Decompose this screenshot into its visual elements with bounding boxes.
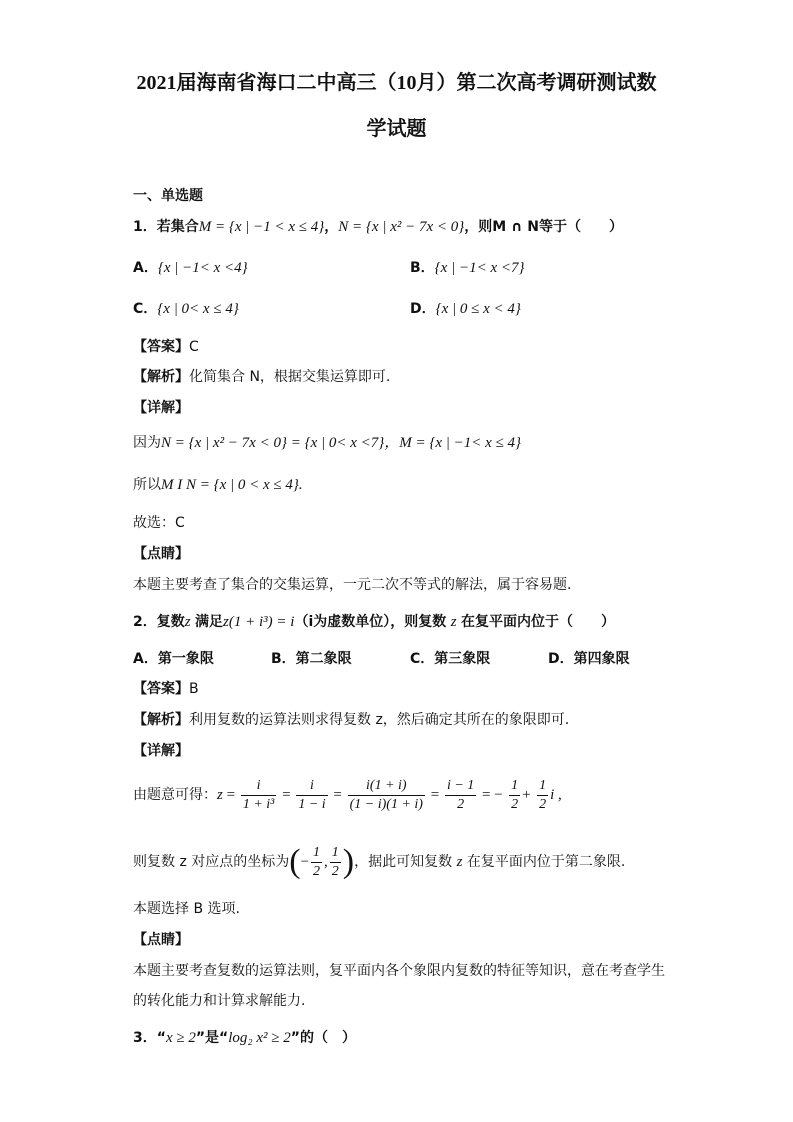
q3-stem-prefix: 3．“ [133,1030,166,1046]
q2-stem-mid2: （i为虚数单位），则复数 [294,614,447,630]
q1-detail-1 [133,433,521,453]
q2-coord-prefix: 则复数 z 对应点的坐标为 [133,854,290,870]
q2-detail-tag: 【详解】 [133,743,189,759]
q2-coord-x: $\frac{1}{2}$ [313,844,321,879]
q2-fraction-5: $\frac{1}{2}$ [511,777,519,812]
q1-set-n: N = {x | x² − 7x < 0} [338,219,465,235]
q1-stem-suffix: ，则M ∩ N等于（ ） [464,219,624,235]
q2-answer [133,679,199,699]
q2-fraction-6: $\frac{1}{2}$ [539,777,547,812]
q1-analysis-tag: 【解析】 [133,369,189,385]
q1-detail-2-prefix: 所以 [133,477,161,493]
q2-equation: z(1 + i³) = i [223,614,295,630]
q1-answer [133,337,199,357]
q2-comment-2: 的转化能力和计算求解能力. [133,993,306,1009]
q3-stem-suffix: ”的（ ） [290,1030,356,1046]
q1-stem-prefix: 1．若集合 [133,219,199,235]
q2-analysis-text: 利用复数的运算法则求得复数 z，然后确定其所在的象限即可. [189,712,570,728]
q2-option-a: A．第一象限 [133,651,214,667]
doc-title-line2: 学试题 [366,118,427,140]
q2-comment-1: 本题主要考查复数的运算法则，复平面内各个象限内复数的特征等知识，意在考查学生 [133,963,665,979]
q2-coord-y: $\frac{1}{2}$ [331,844,339,879]
q1-comment-tag: 【点睛】 [133,546,189,562]
q3-stem-mid: ”是“ [195,1030,229,1046]
q2-stem [133,612,615,632]
q1-answer-tag: 【答案】 [133,339,189,355]
q1-stem [133,217,623,237]
q1-option-d-text: {x | 0 ≤ x < 4} [435,301,521,317]
q2-z-symbol-2: z [450,614,457,630]
q1-detail-tag: 【详解】 [133,400,189,416]
q2-coord-suffix: ，据此可知复数 [354,854,453,870]
q2-stem-prefix: 2．复数 [133,614,185,630]
q2-option-c: C．第三象限 [410,651,491,667]
q2-option-d: D．第四象限 [548,651,630,667]
q1-detail-1-prefix: 因为 [133,435,161,451]
q1-option-a-text: {x | −1< x <4} [157,260,248,276]
q2-fraction-2: $\frac{i}{1 - i}$ [298,777,326,812]
q1-comment: 本题主要考查了集合的交集运算，一元二次不等式的解法，属于容易题. [133,577,572,593]
q1-option-b-label: B． [410,260,435,276]
q2-comment-tag: 【点睛】 [133,932,189,948]
q1-option-b-text: {x | −1< x <7} [434,260,525,276]
q3-condition-1: x ≥ 2 [165,1030,196,1046]
q2-calc-prefix: 由题意可得： [133,787,217,803]
q2-analysis [133,710,569,730]
q1-option-d-label: D． [410,301,436,317]
q2-option-b: B．第二象限 [271,651,352,667]
q2-pick: 本题选择 B 选项. [133,901,240,917]
q1-analysis [133,367,390,387]
q1-detail-2-math: M I N = {x | 0 < x ≤ 4}. [161,477,303,493]
q2-stem-mid1: 满足 [195,614,224,630]
q1-set-m: M = {x | −1 < x ≤ 4} [198,219,325,235]
q2-answer-value: B [189,681,199,697]
q1-option-c [133,299,239,319]
q2-coord-tail: 在复平面内位于第二象限. [466,854,626,870]
q1-option-a [133,258,248,278]
q1-option-d [410,299,521,319]
q2-z-symbol-3: z [456,854,463,870]
q2-z-symbol: z [184,614,191,630]
doc-title-line1: 2021届海南省海口二中高三（10月）第二次高考调研测试数 [136,72,657,94]
q1-choose: 故选：C [133,515,185,531]
q1-detail-2 [133,475,303,495]
q1-option-b [410,258,524,278]
q2-fraction-1: $\frac{i}{\text{1 + i³}}$ [242,777,275,812]
section-heading: 一、单选题 [133,188,203,204]
q1-option-a-label: A． [133,260,158,276]
q2-calculation: 由题意可得：z = $\frac{i}{\text{1 + i³}}$ = $\frac{i}{1 - i}$ = $\frac{i(1 + i)}{(1 - i)(1 + i)}$ = $\frac{i - 1}{2}$ = − $\frac{1}{2}$ + $\frac{1}{2}$ i , [133,777,562,812]
q3-stem [133,1028,356,1048]
q1-option-c-text: {x | 0< x ≤ 4} [157,301,239,317]
q3-condition-2: log₂ x² ≥ 2 [228,1030,291,1046]
q1-detail-1-math: N = {x | x² − 7x < 0} = {x | 0< x <7}，M = {x | −1< x ≤ 4} [161,435,522,451]
q2-coordinate: 则复数 z 对应点的坐标为(− $\frac{1}{2}$ , $\frac{1}{2}$ )，据此可知复数 z 在复平面内位于第二象限. [133,843,626,880]
q2-analysis-tag: 【解析】 [133,712,189,728]
q2-fraction-3: $\frac{i(1 + i)}{(1 - i)(1 + i)}$ [349,777,423,812]
q1-answer-value: C [189,339,199,355]
q2-stem-suffix: 在复平面内位于（ ） [461,614,616,630]
q2-answer-tag: 【答案】 [133,681,189,697]
q1-sep: ， [324,219,339,235]
q2-fraction-4: $\frac{i - 1}{2}$ [446,777,475,812]
q1-option-c-label: C． [133,301,158,317]
q1-analysis-text: 化简集合 N，根据交集运算即可. [189,369,391,385]
